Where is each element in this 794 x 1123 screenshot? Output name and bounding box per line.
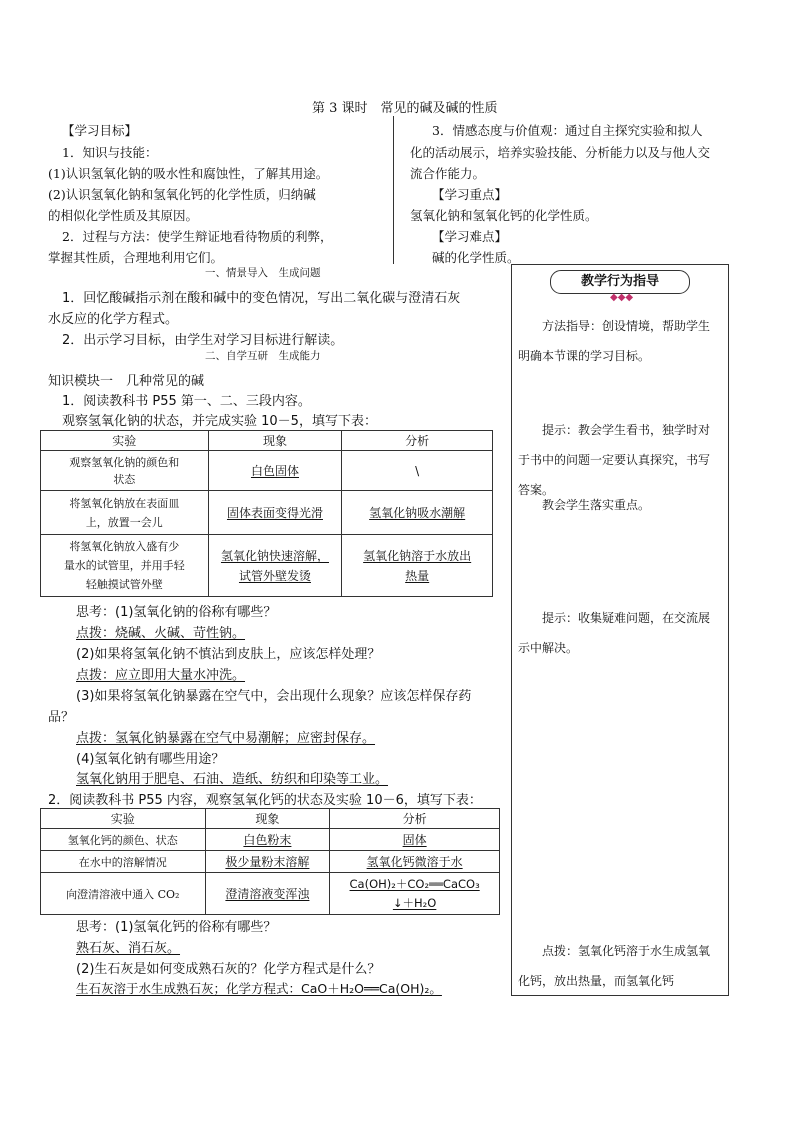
goal-k1-1: (1)认识氢氧化钠的吸水性和腐蚀性，了解其用途。 — [48, 166, 329, 181]
think2-q2: (2)生石灰是如何变成熟石灰的？化学方程式是什么？ — [76, 962, 381, 977]
column-header: 实验 — [41, 809, 206, 829]
goal-k2a: 2．过程与方法：使学生辩证地看待物质的利弊， — [62, 229, 333, 244]
observation-cell: 白色粉末 — [205, 829, 330, 851]
think1-q3b: 品？ — [48, 710, 75, 725]
think1-q2: (2)如果将氢氧化钠不慎沾到皮肤上，应该怎样处理？ — [76, 647, 381, 662]
table-row — [41, 491, 493, 535]
sec1-p1b: 水反应的化学方程式。 — [48, 312, 179, 327]
column-header: 现象 — [208, 431, 342, 451]
observation-cell: 固体表面变得光滑 — [208, 491, 342, 535]
guide-text-4: 提示：收集疑难问题，在交流展示中解决。 — [518, 611, 711, 655]
guide-text-2: 提示：教会学生看书，独学时对于书中的问题一定要认真探究，书写答案。 — [518, 423, 711, 497]
analysis-cell: \ — [342, 451, 493, 491]
think1-a4: 氢氧化钠用于肥皂、石油、造纸、纺织和印染等工业。 — [76, 772, 389, 787]
column-header: 现象 — [205, 809, 330, 829]
sec1-p2: 2．出示学习目标，由学生对学习目标进行解读。 — [62, 333, 344, 348]
section2-heading: 二、自学互研 生成能力 — [205, 350, 321, 362]
think1-q4: (4)氢氧化钠有哪些用途？ — [76, 752, 225, 767]
table-row — [41, 535, 493, 597]
caoh2-experiment-table — [40, 808, 500, 915]
experiment-cell: 将氢氧化钠放在表面皿 上，放置一会儿 — [41, 491, 209, 535]
key-points-heading: 【学习重点】 — [432, 187, 508, 202]
goal-k2b: 掌握其性质，合理地利用它们。 — [48, 250, 224, 265]
difficulty-heading: 【学习难点】 — [432, 229, 508, 244]
section1-heading: 一、情景导入 生成问题 — [205, 267, 321, 279]
analysis-cell: 固体 — [330, 829, 500, 851]
difficulty-text: 碱的化学性质。 — [432, 250, 520, 265]
think1-q1: 思考：(1)氢氧化钠的俗称有哪些？ — [76, 605, 277, 620]
observation-cell: 白色固体 — [208, 451, 342, 491]
module-title: 知识模块一 几种常见的碱 — [48, 374, 205, 389]
table-row — [41, 873, 500, 915]
naoh-experiment-table — [40, 430, 493, 597]
observe-instruction-1: 观察氢氧化钠的状态，并完成实验 10－5，填写下表： — [62, 414, 377, 429]
goal-k3b: 化的活动展示，培养实验技能、分析能力以及与他人交 — [410, 145, 711, 160]
goal-k1-2b: 的相似化学性质及其原因。 — [48, 208, 199, 223]
sec1-p1a: 1．回忆酸碱指示剂在酸和碱中的变色情况，写出二氧化碳与澄清石灰 — [62, 291, 461, 306]
goals-heading: 【学习目标】 — [62, 123, 138, 138]
guide-text-5: 点拨：氢氧化钙溶于水生成氢氧化钙，放出热量，而氢氧化钙 — [518, 944, 711, 988]
page-title: 第 3 课时 常见的碱及碱的性质 — [312, 101, 498, 116]
observation-cell: 澄清溶液变浑浊 — [205, 873, 330, 915]
experiment-cell: 在水中的溶解情况 — [41, 851, 206, 873]
think1-q3a: (3)如果将氢氧化钠暴露在空气中，会出现什么现象？应该怎样保存药 — [76, 689, 472, 704]
think2-a1: 熟石灰、消石灰。 — [76, 941, 181, 956]
column-header: 分析 — [330, 809, 500, 829]
experiment-cell: 氢氧化钙的颜色、状态 — [41, 829, 206, 851]
key-points-text: 氢氧化钠和氢氧化钙的化学性质。 — [410, 208, 598, 223]
analysis-cell: Ca(OH)₂＋CO₂══CaCO₃ ↓＋H₂O — [330, 873, 500, 915]
decoration-icon: ◆◆◆ — [610, 292, 634, 303]
think1-a3: 点拨：氢氧化钠暴露在空气中易潮解；应密封保存。 — [76, 731, 376, 746]
goal-k3a: 3．情感态度与价值观：通过自主探究实验和拟人 — [432, 123, 703, 138]
analysis-cell: 氢氧化钠吸水潮解 — [342, 491, 493, 535]
table-row — [41, 829, 500, 851]
table-header-row — [41, 809, 500, 829]
goal-k1-2a: (2)认识氢氧化钠和氢氧化钙的化学性质，归纳碱 — [48, 187, 316, 202]
column-header: 分析 — [342, 431, 493, 451]
table-row — [41, 851, 500, 873]
think2-a2: 生石灰溶于水生成熟石灰；化学方程式：CaO＋H₂O══Ca(OH)₂。 — [76, 981, 442, 996]
read-instruction-1: 1．阅读教科书 P55 第一、二、三段内容。 — [62, 394, 311, 409]
goal-k1: 1．知识与技能： — [62, 145, 158, 160]
read-instruction-2: 2．阅读教科书 P55 内容，观察氢氧化钙的状态及实验 10－6，填写下表： — [48, 793, 482, 808]
column-header: 实验 — [41, 431, 209, 451]
experiment-cell: 观察氢氧化钠的颜色和 状态 — [41, 451, 209, 491]
column-divider — [393, 116, 394, 264]
analysis-cell: 氢氧化钠溶于水放出 热量 — [342, 535, 493, 597]
think2-q1: 思考：(1)氢氧化钙的俗称有哪些？ — [76, 920, 277, 935]
analysis-cell: 氢氧化钙微溶于水 — [330, 851, 500, 873]
guidance-heading: 教学行为指导 — [550, 270, 690, 294]
goal-k3c: 流合作能力。 — [410, 166, 486, 181]
table-header-row — [41, 431, 493, 451]
think1-a1: 点拨：烧碱、火碱、苛性钠。 — [76, 626, 246, 641]
experiment-cell: 将氢氧化钠放入盛有少 量水的试管里，并用手轻 轻触摸试管外壁 — [41, 535, 209, 597]
table-row — [41, 451, 493, 491]
guide-text-1: 方法指导：创设情境，帮助学生明确本节课的学习目标。 — [518, 319, 711, 363]
guide-text-3: 教会学生落实重点。 — [542, 498, 651, 512]
think1-a2: 点拨：应立即用大量水冲洗。 — [76, 668, 246, 683]
observation-cell: 极少量粉末溶解 — [205, 851, 330, 873]
observation-cell: 氢氧化钠快速溶解， 试管外壁发烫 — [208, 535, 342, 597]
experiment-cell: 向澄清溶液中通入 CO₂ — [41, 873, 206, 915]
